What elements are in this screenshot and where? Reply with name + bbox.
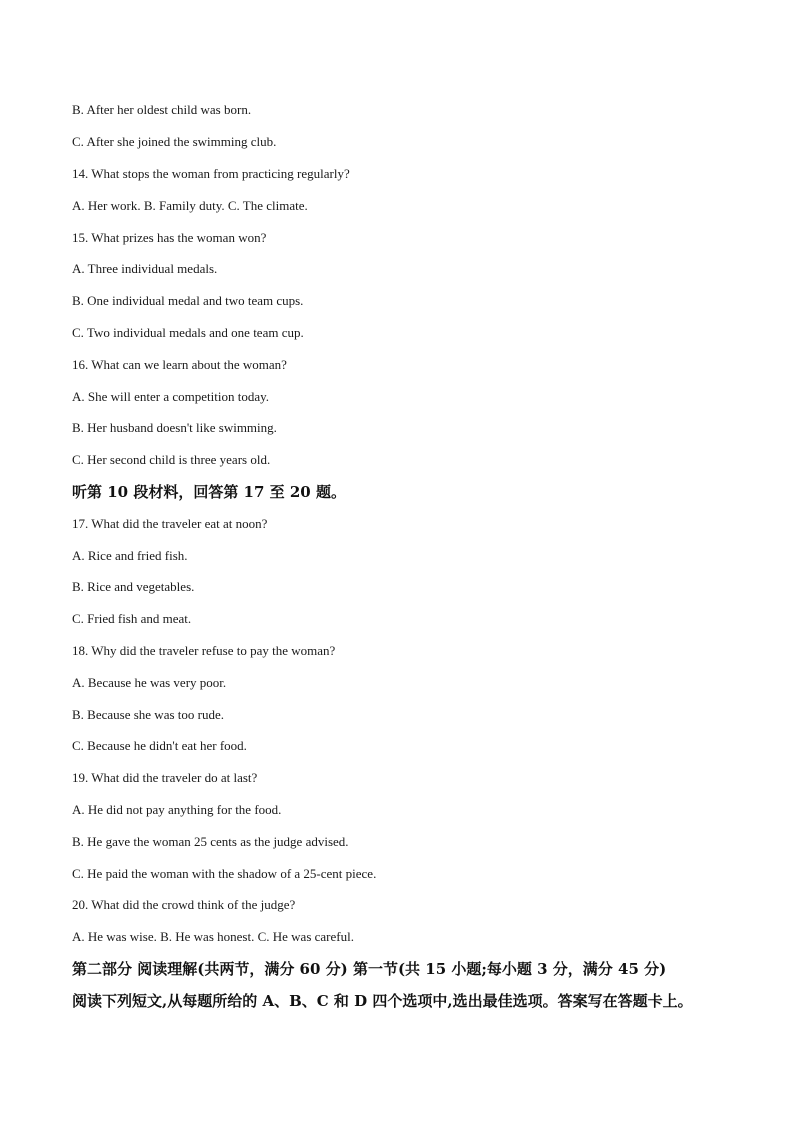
question-15: 15. What prizes has the woman won? — [72, 230, 267, 245]
option-19b: B. He gave the woman 25 cents as the judge advised. — [72, 834, 349, 849]
option-19a: A. He did not pay anything for the food. — [72, 802, 282, 817]
option-13b: B. After her oldest child was born. — [72, 102, 252, 117]
section-10-heading: 听第 10 段材料，回答第 17 至 20 题。 — [72, 483, 346, 501]
question-18: 18. Why did the traveler refuse to pay the woman? — [72, 643, 336, 658]
question-20: 20. What did the crowd think of the judge? — [72, 897, 296, 912]
question-17: 17. What did the traveler eat at noon? — [72, 516, 268, 531]
question-14: 14. What stops the woman from practicing regularly? — [72, 166, 350, 181]
option-18c: C. Because he didn't eat her food. — [72, 738, 247, 753]
option-16c: C. Her second child is three years old. — [72, 452, 271, 467]
option-19c: C. He paid the woman with the shadow of a 25-cent piece. — [72, 866, 377, 881]
option-18a: A. Because he was very poor. — [72, 675, 227, 690]
options-20: A. He was wise. B. He was honest. C. He was careful. — [72, 929, 354, 944]
option-18b: B. Because she was too rude. — [72, 707, 224, 722]
option-16b: B. Her husband doesn't like swimming. — [72, 420, 277, 435]
option-13c: C. After she joined the swimming club. — [72, 134, 277, 149]
reading-instruction: 阅读下列短文,从每题所给的 A、B、C 和 D 四个选项中,选出最佳选项。答案写在答题卡上。 — [72, 992, 693, 1010]
option-16a: A. She will enter a competition today. — [72, 389, 269, 404]
options-14: A. Her work. B. Family duty. C. The climate. — [72, 198, 308, 213]
part-2-heading: 第二部分 阅读理解(共两节，满分 60 分) 第一节(共 15 小题;每小题 3 分，满分 45 分) — [72, 960, 667, 978]
option-15a: A. Three individual medals. — [72, 261, 218, 276]
option-17b: B. Rice and vegetables. — [72, 579, 195, 594]
option-15b: B. One individual medal and two team cups. — [72, 293, 304, 308]
option-15c: C. Two individual medals and one team cup. — [72, 325, 304, 340]
question-19: 19. What did the traveler do at last? — [72, 770, 258, 785]
option-17c: C. Fried fish and meat. — [72, 611, 192, 626]
option-17a: A. Rice and fried fish. — [72, 548, 188, 563]
question-16: 16. What can we learn about the woman? — [72, 357, 287, 372]
